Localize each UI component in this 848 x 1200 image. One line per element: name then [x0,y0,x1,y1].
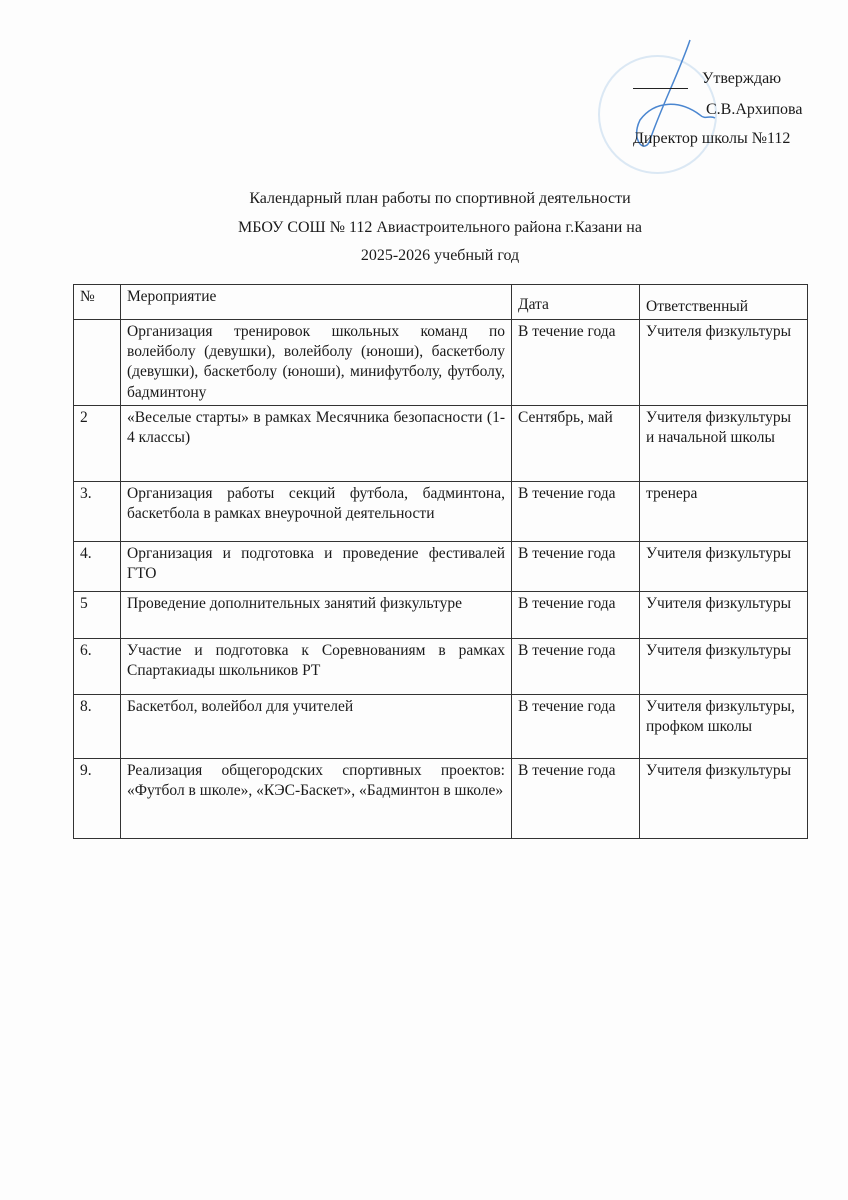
row-num: 9. [74,758,121,838]
row-date: В течение года [512,591,640,638]
row-num: 6. [74,638,121,694]
row-event: Баскетбол, волейбол для учителей [121,694,512,758]
row-responsible: Учителя физкультуры [640,541,808,591]
row-date: Сентябрь, май [512,405,640,481]
row-date: В течение года [512,541,640,591]
row-num: 3. [74,481,121,541]
row-event: Организация работы секций футбола, бадминтона, баскетбола в рамках внеурочной деятельности [121,481,512,541]
header-event: Мероприятие [121,285,512,320]
row-num: 4. [74,541,121,591]
signer-name: С.В.Архипова [706,101,803,118]
header-date: Дата [512,285,640,320]
table-row [74,591,808,638]
table-row [74,694,808,758]
row-event: «Веселые старты» в рамках Месячника безопасности (1-4 классы) [121,405,512,481]
row-num: 2 [74,405,121,481]
row-date: В течение года [512,638,640,694]
doc-title-line2: МБОУ СОШ № 112 Авиастроительного района г.Казани на [238,219,642,236]
signature-line [633,71,688,89]
row-responsible: Учителя физкультуры [640,320,808,406]
table-row [74,638,808,694]
header-responsible: Ответственный [640,285,808,320]
row-responsible: Учителя физкультуры [640,758,808,838]
doc-title-line1: Календарный план работы по спортивной деятельности [249,190,631,207]
row-responsible: Учителя физкультуры и начальной школы [640,405,808,481]
row-responsible: Учителя физкультуры [640,591,808,638]
approve-label: Утверждаю [702,70,782,87]
row-num: 5 [74,591,121,638]
row-responsible: Учителя физкультуры [640,638,808,694]
table-row [74,320,808,406]
row-date: В течение года [512,694,640,758]
table-row [74,541,808,591]
row-date: В течение года [512,320,640,406]
row-event: Участие и подготовка к Соревнованиям в рамках Спартакиады школьников РТ [121,638,512,694]
row-event: Организация тренировок школьных команд по волейболу (девушки), волейболу (юноши), баскетболу (девушки), баскетболу (юноши), минифутболу, футболу, бадминтону [121,320,512,406]
table-row [74,481,808,541]
row-date: В течение года [512,758,640,838]
table-row [74,758,808,838]
row-event: Организация и подготовка и проведение фестивалей ГТО [121,541,512,591]
doc-title-line3: 2025-2026 учебный год [360,247,520,264]
table-row [74,405,808,481]
row-event: Проведение дополнительных занятий физкультуре [121,591,512,638]
row-responsible: тренера [640,481,808,541]
signer-position: Директор школы №112 [633,130,791,147]
row-event: Реализация общегородских спортивных проектов: «Футбол в школе», «КЭС-Баскет», «Бадминтон в школе» [121,758,512,838]
row-date: В течение года [512,481,640,541]
row-num [74,320,121,406]
header-num: № [74,285,121,320]
table-header-row [74,285,808,320]
row-responsible: Учителя физкультуры, профком школы [640,694,808,758]
activity-table [73,284,808,839]
row-num: 8. [74,694,121,758]
